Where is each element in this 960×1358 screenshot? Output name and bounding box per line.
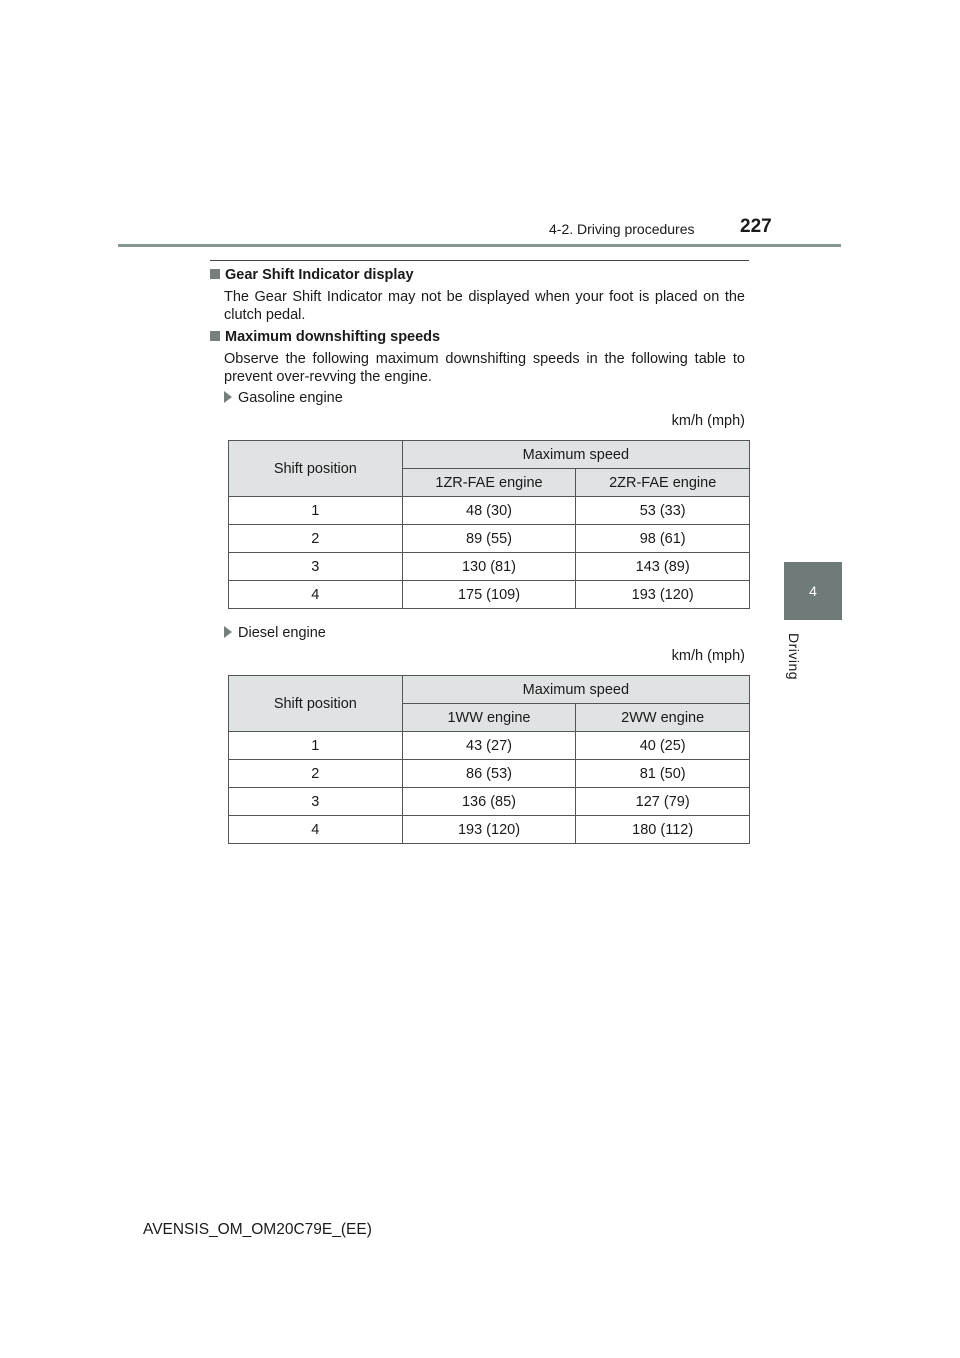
diesel-speed-table (228, 675, 750, 844)
header-shift-position: Shift position (229, 676, 403, 732)
cell-speed-b: 193 (120) (576, 581, 750, 609)
table-row (229, 497, 750, 525)
cell-shift: 4 (229, 816, 403, 844)
table-row (229, 553, 750, 581)
cell-speed-a: 130 (81) (402, 553, 576, 581)
chapter-tab[interactable] (784, 562, 842, 620)
table-row (229, 732, 750, 760)
gasoline-speed-table (228, 440, 750, 609)
header-engine-b: 2ZR-FAE engine (576, 469, 750, 497)
table-row (229, 816, 750, 844)
cell-shift: 3 (229, 553, 403, 581)
chapter-tab-number: 4 (809, 583, 817, 599)
cell-speed-b: 180 (112) (576, 816, 750, 844)
downshift-title: Maximum downshifting speeds (225, 329, 441, 345)
gasoline-bullet (224, 390, 343, 406)
gear-indicator-heading (210, 267, 414, 283)
content-divider (210, 260, 749, 261)
cell-speed-a: 86 (53) (402, 760, 576, 788)
triangle-bullet-icon (224, 626, 232, 638)
header-shift-position: Shift position (229, 441, 403, 497)
cell-speed-b: 143 (89) (576, 553, 750, 581)
header-engine-a: 1ZR-FAE engine (402, 469, 576, 497)
table-row (229, 581, 750, 609)
cell-shift: 2 (229, 760, 403, 788)
cell-speed-a: 43 (27) (402, 732, 576, 760)
cell-speed-b: 127 (79) (576, 788, 750, 816)
square-bullet-icon (210, 269, 220, 279)
cell-speed-b: 40 (25) (576, 732, 750, 760)
cell-shift: 1 (229, 732, 403, 760)
header-divider (118, 244, 841, 247)
header-engine-a: 1WW engine (402, 704, 576, 732)
page-number: 227 (740, 216, 772, 237)
cell-shift: 1 (229, 497, 403, 525)
table-row (229, 788, 750, 816)
header-section-title: 4-2. Driving procedures (549, 221, 695, 237)
cell-shift: 3 (229, 788, 403, 816)
square-bullet-icon (210, 331, 220, 341)
header-maximum-speed: Maximum speed (402, 441, 749, 469)
diesel-bullet-label: Diesel engine (238, 625, 326, 641)
table-header-row (229, 441, 750, 469)
header-engine-b: 2WW engine (576, 704, 750, 732)
cell-speed-b: 98 (61) (576, 525, 750, 553)
cell-speed-a: 48 (30) (402, 497, 576, 525)
diesel-unit: km/h (mph) (671, 648, 745, 664)
footer-document-code: AVENSIS_OM_OM20C79E_(EE) (143, 1221, 372, 1238)
downshift-heading (210, 329, 440, 345)
diesel-bullet (224, 625, 326, 641)
cell-speed-b: 81 (50) (576, 760, 750, 788)
table-row (229, 525, 750, 553)
table-header-row (229, 676, 750, 704)
header-maximum-speed: Maximum speed (402, 676, 749, 704)
cell-speed-a: 175 (109) (402, 581, 576, 609)
gasoline-bullet-label: Gasoline engine (238, 390, 343, 406)
gasoline-unit: km/h (mph) (671, 413, 745, 429)
gear-indicator-title: Gear Shift Indicator display (225, 267, 414, 283)
cell-speed-b: 53 (33) (576, 497, 750, 525)
cell-shift: 4 (229, 581, 403, 609)
triangle-bullet-icon (224, 391, 232, 403)
gear-indicator-text: The Gear Shift Indicator may not be displayed when your foot is placed on the clutch pedal. (224, 289, 745, 323)
cell-speed-a: 136 (85) (402, 788, 576, 816)
table-row (229, 760, 750, 788)
chapter-tab-label: Driving (786, 633, 802, 681)
downshift-text: Observe the following maximum downshifting speeds in the following table to prevent over-revving the engine. (224, 351, 745, 385)
cell-speed-a: 193 (120) (402, 816, 576, 844)
cell-speed-a: 89 (55) (402, 525, 576, 553)
cell-shift: 2 (229, 525, 403, 553)
